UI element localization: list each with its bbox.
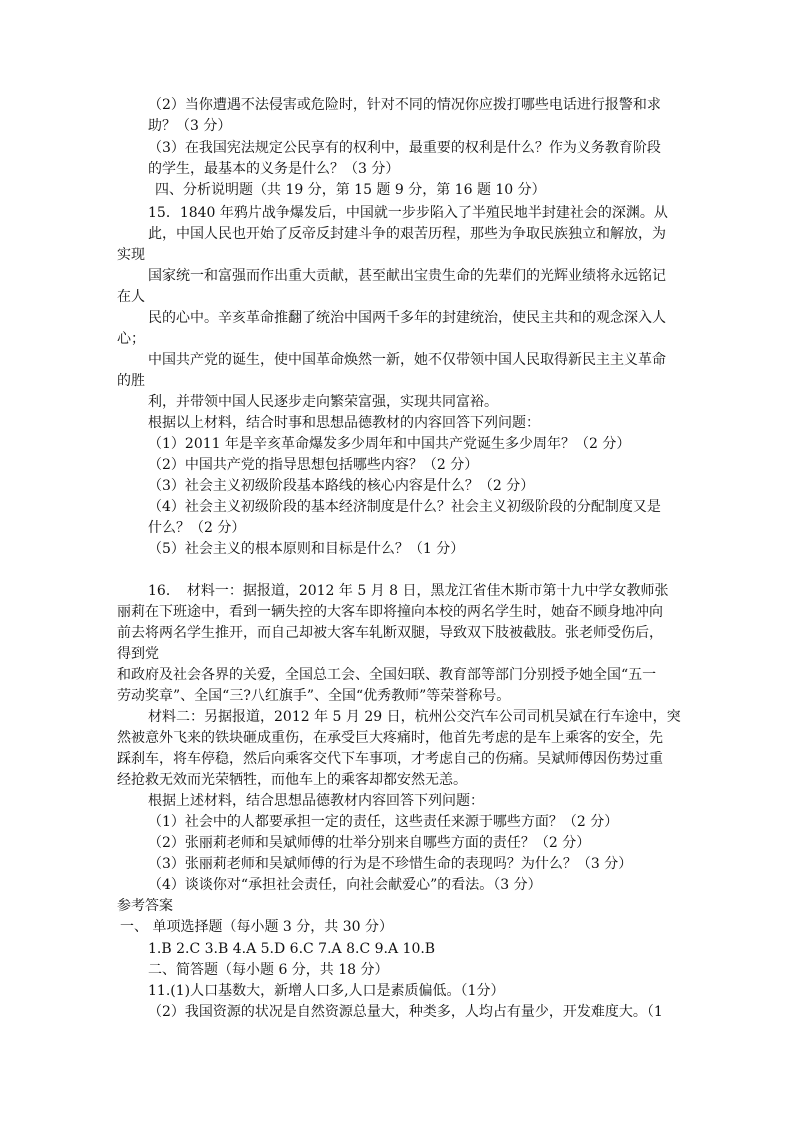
q16-question: （3）张丽莉老师和吴斌师傅的行为是不珍惜生命的表现吗？为什么？（3 分） [148, 856, 633, 872]
q16-question: （4）谈谈你对“承担社会责任，向社会献爱心”的看法。（3 分） [148, 877, 542, 893]
q15-line: 在人 [117, 289, 145, 305]
answer-11-1: 11.(1)人口基数大，新增人口多,人口是素质偏低。（1分） [148, 983, 505, 999]
q15-line: 国家统一和富强而作出重大贡献，甚至献出宝贵生命的先辈们的光辉业绩将永远铭记 [148, 268, 666, 284]
q15-question: （3）社会主义初级阶段基本路线的核心内容是什么？（2 分） [148, 478, 535, 494]
q16-line: 16． 材料一：据报道，2012 年 5 月 8 日，黑龙江省佳木斯市第十九中学女教师张 [148, 583, 669, 599]
q16-line: 材料二：另据报道，2012 年 5 月 29 日，杭州公交汽车公司司机吴斌在行车途中，突 [148, 709, 681, 725]
q15-line: 心； [117, 331, 145, 347]
q15-line: 根据以上材料，结合时事和思想品德教材的内容回答下列问题： [148, 415, 540, 431]
q15-question: 什么？（2 分） [148, 520, 246, 536]
q15-question: （2）中国共产党的指导思想包括哪些内容？（2 分） [148, 457, 479, 473]
q15-line: 民的心中。辛亥革命推翻了统治中国两千多年的封建统治，使民主共和的观念深入人 [148, 310, 666, 326]
q15-line: 此，中国人民也开始了反帝反封建斗争的艰苦历程，那些为争取民族独立和解放，为 [148, 226, 666, 242]
answers-section1-list: 1.B 2.C 3.B 4.A 5.D 6.C 7.A 8.C 9.A 10.B [148, 941, 436, 957]
q16-line: 然被意外飞来的铁块砸成重伤，在承受巨大疼痛时，他首先考虑的是车上乘客的安全，先 [117, 730, 663, 746]
q15-question: （1）2011 年是辛亥革命爆发多少周年和中国共产党诞生多少周年？（2 分） [148, 436, 631, 452]
q16-line: 踩刹车，将车停稳，然后向乘客交代下车事项，才考虑自己的伤痛。吴斌师傅因伤势过重 [117, 751, 663, 767]
q16-line: 根据上述材料，结合思想品德教材内容回答下列问题： [148, 793, 484, 809]
q16-question: （2）张丽莉老师和吴斌师傅的壮举分别来自哪些方面的责任？（2 分） [148, 835, 591, 851]
q16-line: 和政府及社会各界的关爱，全国总工会、全国妇联、教育部等部门分别授予她全国“五一 [117, 667, 657, 683]
q16-line: 前去将两名学生推开，而自己却被大客车轧断双腿，导致双下肢被截肢。张老师受伤后， [117, 625, 663, 641]
answers-heading: 参考答案 [117, 898, 173, 914]
q16-line: 得到党 [117, 646, 159, 662]
q15-line: 实现 [117, 247, 145, 263]
q15-line: 15．1840 年鸦片战争爆发后，中国就一步步陷入了半殖民地半封建社会的深渊。从 [148, 205, 668, 221]
answer-11-2: （2）我国资源的状况是自然资源总量大，种类多，人均占有量少，开发难度大。（1 [148, 1004, 663, 1020]
q14-item2-line2: 助？（3 分） [148, 118, 232, 134]
q16-line: 经抢救无效而光荣牺牲，而他车上的乘客却都安然无恙。 [117, 772, 467, 788]
q14-item2-line1: （2）当你遭遇不法侵害或危险时，针对不同的情况你应拨打哪些电话进行报警和求 [148, 97, 661, 113]
q16-question: （1）社会中的人都要承担一定的责任，这些责任来源于哪些方面？（2 分） [148, 814, 619, 830]
answers-section1-heading: 一、 单项选择题（每小题 3 分，共 30 分） [120, 919, 393, 935]
section4-heading: 四、分析说明题（共 19 分，第 15 题 9 分，第 16 题 10 分） [155, 182, 546, 198]
q14-item3-line1: （3）在我国宪法规定公民享有的权利中，最重要的权利是什么？作为义务教育阶段 [148, 140, 661, 156]
q16-line: 丽莉在下班途中，看到一辆失控的大客车即将撞向本校的两名学生时，她奋不顾身地冲向 [117, 604, 663, 620]
q15-line: 的胜 [117, 373, 145, 389]
q15-line: 中国共产党的诞生，使中国革命焕然一新，她不仅带领中国人民取得新民主主义革命 [148, 352, 666, 368]
q14-item3-line2: 的学生，最基本的义务是什么？（3 分） [148, 161, 400, 177]
answers-section2-heading: 二、简答题（每小题 6 分，共 18 分） [148, 962, 389, 978]
q16-line: 劳动奖章”、全国“三?八红旗手”、全国“优秀教师”等荣誉称号。 [117, 688, 511, 704]
q15-question: （5）社会主义的根本原则和目标是什么？（1 分） [148, 541, 465, 557]
q15-line: 利，并带领中国人民逐步走向繁荣富强，实现共同富裕。 [148, 394, 498, 410]
q15-question: （4）社会主义初级阶段的基本经济制度是什么？社会主义初级阶段的分配制度又是 [148, 499, 661, 515]
